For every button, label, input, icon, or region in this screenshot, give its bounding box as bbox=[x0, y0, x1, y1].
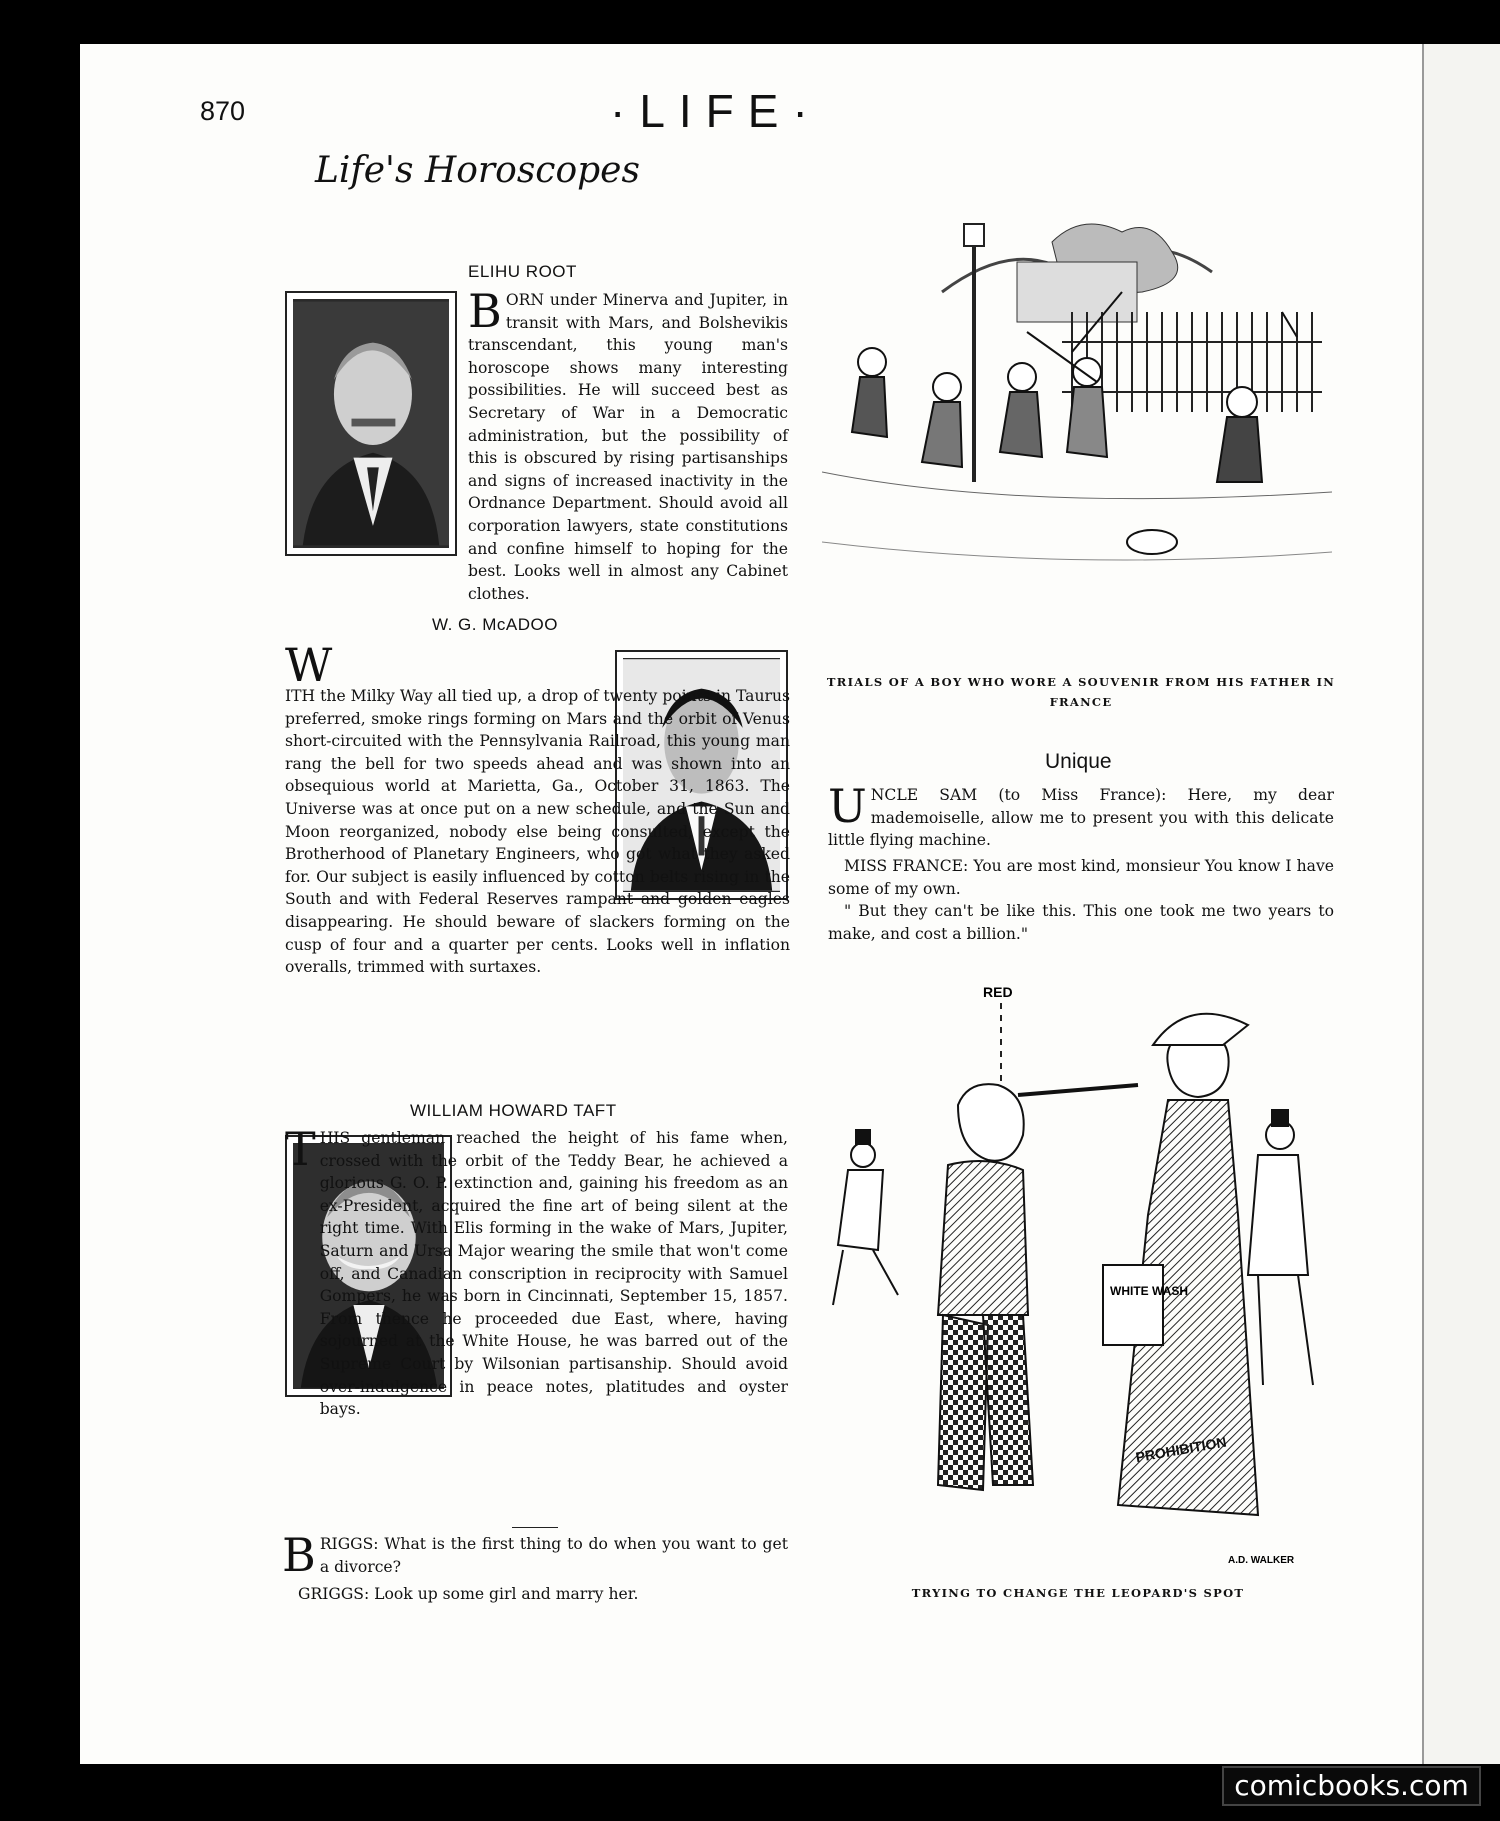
body-taft bbox=[285, 1122, 788, 1522]
unique-p2: MISS FRANCE: You are most kind, monsieur You know I have some of my own. bbox=[828, 857, 1334, 898]
joke-line-1: RIGGS: What is the first thing to do when you want to get a divorce? bbox=[319, 1535, 788, 1576]
unique-p1 bbox=[828, 779, 1334, 852]
cartoon-boy-souvenir bbox=[822, 212, 1332, 630]
unique-text-1: NCLE SAM (to Miss France): Here, my dear mademoiselle, allow me to present you with this delicate little flying machine. bbox=[828, 786, 1334, 850]
caption-cartoon-2: TRYING TO CHANGE THE LEOPARD'S SPOT bbox=[911, 1586, 1245, 1600]
heading-mcadoo: W. G. McADOO bbox=[432, 615, 558, 634]
label-white-wash: WHITE WASH bbox=[1110, 1284, 1188, 1298]
joke-griggs: GRIGGS: Look up some girl and marry her. bbox=[298, 1585, 639, 1603]
article-title: Life's Horoscopes bbox=[315, 150, 640, 191]
dropcap-taft: T bbox=[285, 1122, 316, 1176]
label-prohibition: PROHIBITION bbox=[1134, 1433, 1228, 1466]
dropcap-unique: U bbox=[828, 779, 867, 833]
watermark-logo: comicbooks.com bbox=[1222, 1766, 1481, 1806]
portrait-elihu-root bbox=[285, 291, 457, 556]
dropcap-briggs: B bbox=[282, 1528, 316, 1582]
section-rule bbox=[512, 1527, 558, 1528]
portrait-root-image bbox=[293, 299, 449, 548]
heading-taft: WILLIAM HOWARD TAFT bbox=[410, 1101, 617, 1120]
dropcap-mcadoo: W bbox=[285, 638, 333, 692]
dropcap-root: B bbox=[468, 284, 502, 338]
cartoon-leopard-illustration bbox=[818, 985, 1338, 1585]
label-red: RED bbox=[983, 985, 1013, 1000]
body-elihu-root bbox=[468, 284, 788, 603]
text-taft: HIS gentleman reached the height of his fame when, crossed with the orbit of the Teddy Bear, he achieved a glorious G. O. P. extinction and, gaining his freedom as an ex-President, acquired the fine art of being silent at the right time. With Elis forming in the wake of Mars, Jupiter, Saturn and Ursa Major wearing the smile that won't come off, and Canadian conscription in reciprocity with Samuel Gompers, he was born in Cincinnati, September 15, 1857. From thence he proceeded due East, where, having sojourned at the White House, he was barred out of the Supreme Court by Wilsonian partisanship. Should avoid over-indulgence in peace notes, platitudes and oyster bays. bbox=[319, 1129, 788, 1419]
title-unique: Unique bbox=[1045, 750, 1112, 773]
joke-briggs bbox=[282, 1528, 788, 1582]
cartoon-leopards-spot bbox=[818, 985, 1338, 1585]
masthead: ·LIFE· bbox=[610, 85, 822, 137]
unique-p3: " But they can't be like this. This one took me two years to make, and cost a billion." bbox=[828, 902, 1334, 943]
text-mcadoo: ITH the Milky Way all tied up, a drop of twenty points in Taurus preferred, smoke rings forming on Mars and the orbit of Venus short-circuited with the Pennsylvania Railroad, this young man rang the bell for two speeds ahead and was shown into an obsequious world at Marietta, Ga., October 31, 1863. The Universe was at once put on a new schedule, and the Sun and Moon reorganized, nobody else being consulted, except the Brotherhood of Planetary Engineers, who got what they asked for. Our subject is easily influenced by cotton belts rising in the South and with Federal Reserves rampant and golden eagles disappearing. He should beware of slackers forming on the cusp of four and a quarter per cents. Looks well in inflation overalls, trimmed with surtaxes. bbox=[285, 687, 790, 977]
text-root: ORN under Minerva and Jupiter, in transit with Mars, and Bolshevikis transcendant, this young man's horoscope shows many interesting possibilities. He will succeed best as Secretary of War in a Democratic administration, but the possibility of this is obscured by rising partisanships and signs of increased inactivity in the Ordnance Department. Should avoid all corporation lawyers, state constitutions and confine himself to hoping for the best. Looks well in almost any Cabinet clothes. bbox=[468, 291, 788, 603]
caption-cartoon-1: TRIALS OF A BOY WHO WORE A SOUVENIR FROM HIS FATHER IN FRANCE bbox=[826, 675, 1336, 709]
cartoon-boy-illustration bbox=[822, 212, 1332, 630]
heading-elihu-root: ELIHU ROOT bbox=[468, 262, 577, 281]
artist-signature: A.D. WALKER bbox=[1228, 1555, 1295, 1566]
next-page-edge bbox=[1422, 44, 1500, 1764]
page-number: 870 bbox=[200, 96, 246, 126]
body-mcadoo-col bbox=[285, 638, 790, 1125]
